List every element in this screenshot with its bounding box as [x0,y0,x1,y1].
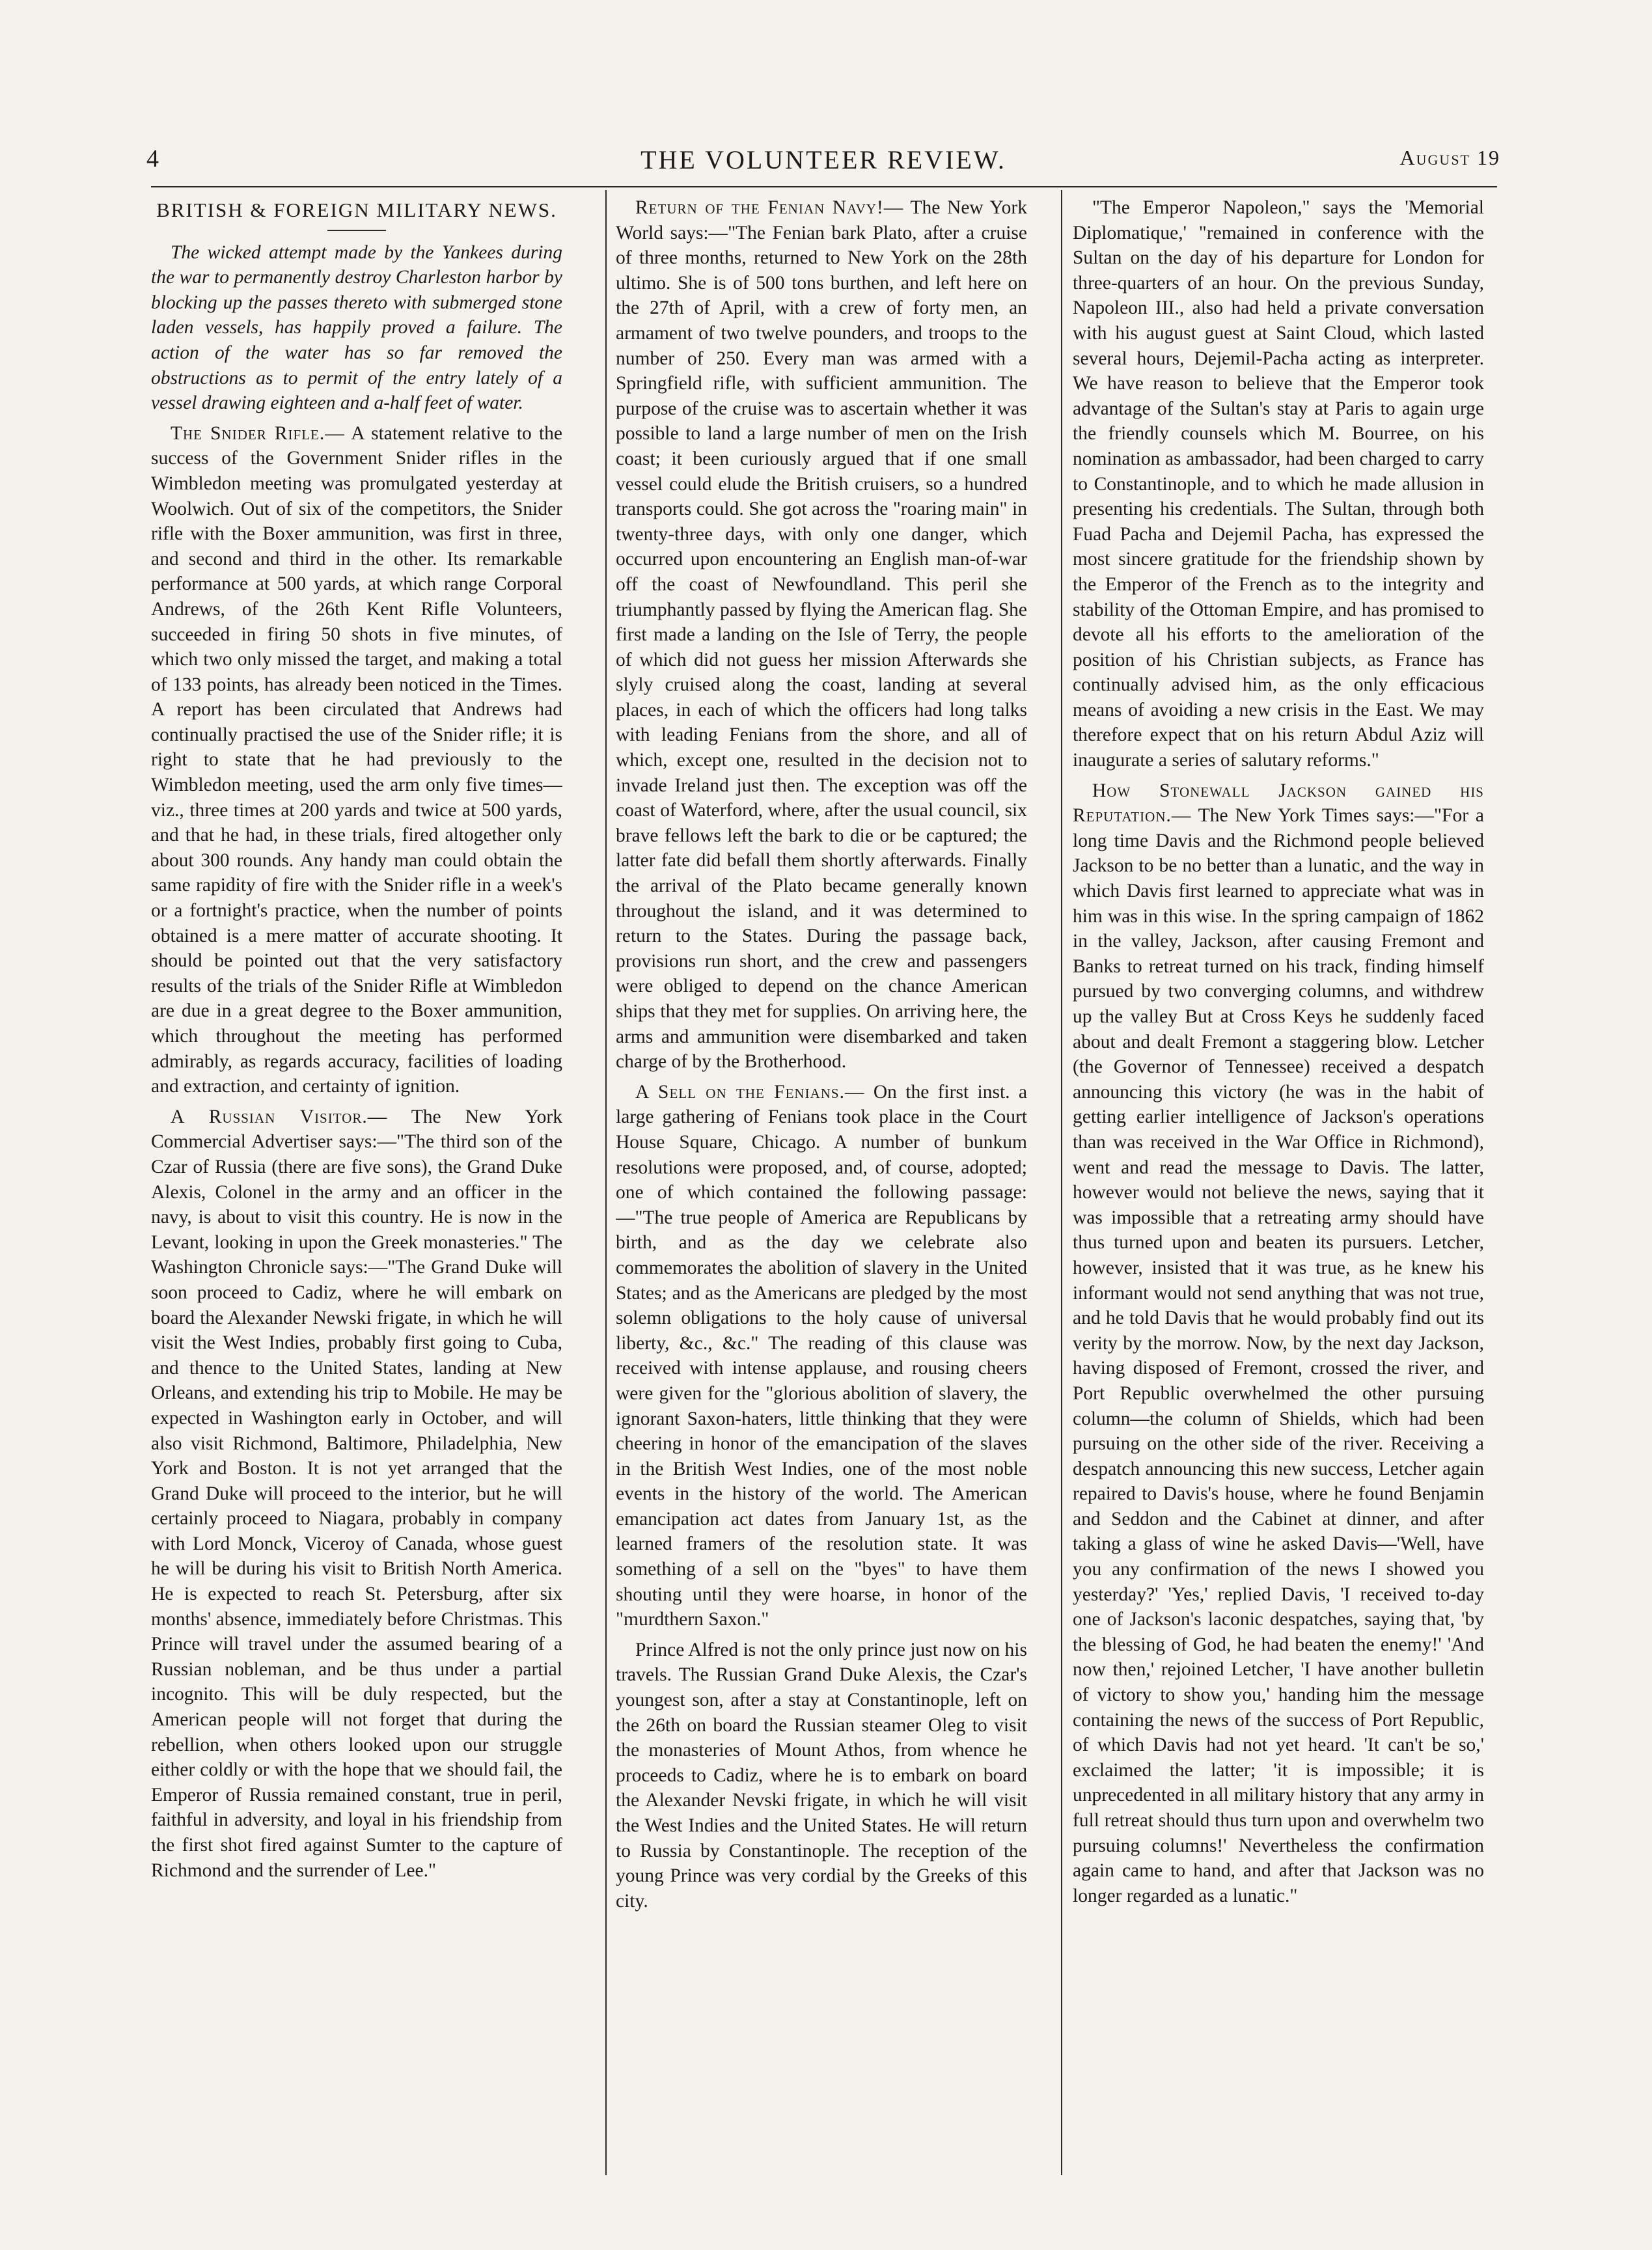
header-rule [151,186,1497,187]
column-divider [1061,190,1062,2175]
article-russian-visitor [151,1104,562,1883]
article-snider-rifle [151,421,562,1099]
article-body: The New York World says:—"The Fenian bark Plato, after a cruise of three months, returned to New York on the 28th ultimo. She is of 500 tons burthen, and left here on the 27th of April, with a crew of forty men, an armament of two twelve pounders, and troops to the number of 250. Every man was armed with a Springfield rifle, with sufficient ammunition. The purpose of the cruise was to ascertain whether it was possible to land a large number of men on the Irish coast; it been curiously argued that if one small vessel could elude the British cruisers, so a hundred transports could. She got across the "roaring main" in twenty-three days, with only one danger, which occurred upon encountering an English man-of-war off the coast of Newfoundland. This peril she triumphantly passed by flying the American flag. She first made a landing on the Isle of Terry, the people of which did not guess her mission Afterwards she slyly cruised along the coast, landing at several places, in each of which the officers had long talks with leading Fenians from the shore, and all of which, except one, resulted in the decision not to invade Ireland just then. The exception was off the coast of Waterford, where, after the usual council, six brave fellows left the bark to die or be captured; the latter fate did befall them shortly afterwards. Finally the arrival of the Plato became generally known throughout the island, and it was determined to return to the States. During the passage back, provisions run short, and the crew and passengers were obliged to depend on the chance American ships that they met for supplies. On arriving here, the arms and ammunition were disembarked and taken charge of by the Brotherhood. [616,197,1027,1073]
article-charleston-harbor: The wicked attempt made by the Yankees during the war to permanently destroy Charleston harbor by blocking up the passes thereto with submerged stone laden vessels, has happily proved a failure. The action of the water has so far removed the obstructions as to permit of the entry lately of a vessel drawing eighteen and a-half feet of water. [151,241,562,414]
article-lead: A Russian Visitor.— [171,1106,388,1127]
article-body: The New York Commercial Advertiser says:—"The third son of the Czar of Russia (there are five sons), the Grand Duke Alexis, Colonel in the army and an officer in the navy, is about to visit this country. He is now in the Levant, looking in upon the Greek monasteries." The Washington Chronicle says:—"The Grand Duke will soon proceed to Cadiz, where he will embark on board the Alexander Newski frigate, in which he will visit the West Indies, probably first going to Cuba, and thence to the United States, landing at New Orleans, and extending his trip to Mobile. He may be expected in Washington early in October, and will also visit Richmond, Baltimore, Philadelphia, New York and Boston. It is not yet arranged that the Grand Duke will proceed to the interior, but he will certainly proceed to Niagara, probably in company with Lord Monck, Viceroy of Canada, whose guest he will be during his visit to British North America. He is expected to reach St. Petersburg, after six months' absence, immediately before Christmas. This Prince will travel under the assumed bearing of a Russian nobleman, and be thus under a partial incognito. This will be duly respected, but the American people will not forget that during the rebellion, when others looked upon our struggle either coldly or with the hope that we should fail, the Emperor of Russia remained constant, true in peril, faithful in adversity, and loyal in his friendship from the first shot fired against Sumter to the capture of Richmond and the surrender of Lee." [151,1106,562,1881]
article-sell-on-fenians [616,1080,1027,1632]
article-fenian-navy [616,195,1027,1075]
article-body: The New York Times says:—"For a long time Davis and the Richmond people believed Jackson to be no better than a lunatic, and the way in which Davis first learned to appreciate what was in him was in this wise. In the spring campaign of 1862 in the valley, Jackson, after causing Fremont and Banks to retreat turned on his track, finding himself pursued by two converging columns, and withdrew up the valley But at Cross Keys he suddenly faced about and dealt Fremont a staggering blow. Letcher (the Governor of Tennessee) received a despatch announcing this victory (he was in the habit of getting earlier intelligence of Jackson's operations than was received in the War Office in Richmond), went and read the message to Davis. The latter, however would not believe the news, saying that it was impossible that a retreating army should have thus turned upon and beaten its pursuers. Letcher, however, insisted that it was true, as he knew his informant would not send anything that was not true, and he told Davis that he would probably find out its verity by the morrow. Now, by the next day Jackson, having disposed of Fremont, crossed the river, and Port Republic overwhelmed the other pursuing column—the column of Shields, which had been pursuing on the other side of the river. Receiving a despatch announcing this new success, Letcher again repaired to Davis's house, where he found Benjamin and Seddon and the Cabinet at dinner, and after taking a glass of wine he asked Davis—'Well, have you any confirmation of the news I showed you yesterday?' 'Yes,' replied Davis, 'I received to-day one of Jackson's laconic despatches, saying that, 'by the blessing of God, he had beaten the enemy!' 'And now then,' rejoined Letcher, 'I have another bulletin of victory to show you,' handing him the message containing the news of the success of Port Republic, of which Davis had not yet heard. 'It can't be so,' exclaimed the latter; 'it is impossible; it is unprecedented in all military history that any army in full retreat should thus turn upon and overwhelm two pursuing columns!' Nevertheless the confirmation again came to hand, and after that Jackson was no longer regarded as a lunatic." [1073,805,1484,1906]
column-1 [151,195,562,2213]
article-lead: A Sell on the Fenians.— [635,1081,865,1103]
masthead [146,144,1500,184]
column-divider [605,190,607,2175]
column-3 [1073,195,1484,2213]
article-body: On the first inst. a large gathering of Fenians took place in the Court House Square, Chicago. A number of bunkum resolutions were proposed, and, of course, adopted; one of which contained the following passage:—"The true people of America are Republicans by birth, and as the day we celebrate also commemorates the abolition of slavery in the United States; and as the Americans are pledged by the most solemn obligations to the holy cause of universal liberty, &c., &c." The reading of this clause was received with intense applause, and rousing cheers were given for the "glorious abolition of slavery, the ignorant Saxon-haters, little thinking that they were cheering in honor of the emancipation of the slaves in the British West Indies, one of the most noble events in the history of the world. The American emancipation act dates from January 1st, as the learned framers of the resolution state. It was something of a sell on the "byes" to have them shouting until they were hoarse, in honor of the "murdthern Saxon." [616,1081,1027,1630]
article-emperor-napoleon: "The Emperor Napoleon," says the 'Memorial Diplomatique,' "remained in conference with the Sultan on the day of his departure for London for three-quarters of an hour. On the previous Sunday, Napoleon III., also had held a private conversation with his august guest at Saint Cloud, which lasted several hours, Dejemil-Pacha acting as interpreter. We have reason to believe that the Emperor took advantage of the Sultan's stay at Paris to again urge the friendly counsels which M. Bourree, on his nomination as ambassador, had been charged to carry to Constantinople, and to which he made allusion in presenting his credentials. The Sultan, through both Fuad Pacha and Dejemil Pacha, has expressed the most sincere gratitude for the friendship shown by the Emperor of the French as to the integrity and stability of the Ottoman Empire, and has promised to devote all his efforts to the amelioration of the position of his Christian subjects, as France has continually advised him, as the only efficacious means of avoiding a new crisis in the East. We may therefore expect that on his return Abdul Aziz will inaugurate a series of salutary reforms." [1073,197,1484,771]
section-heading: BRITISH & FOREIGN MILITARY NEWS. [156,199,557,221]
issue-date: August 19 [1399,146,1500,169]
column-2 [616,195,1027,2213]
publication-title: THE VOLUNTEER REVIEW. [640,145,1006,174]
article-lead: Return of the Fenian Navy!— [635,197,904,218]
page-number: 4 [146,145,159,172]
article-prince-alfred: Prince Alfred is not the only prince just now on his travels. The Russian Grand Duke Alexis, the Czar's youngest son, after a stay at Constantinople, left on the 26th on board the Russian steamer Oleg to visit the monasteries of Mount Athos, from whence he proceeds to Cadiz, where he is to embark on board the Alexander Nevski frigate, in which he will visit the West Indies and the United States. He will return to Russia by Constantinople. The reception of the young Prince was very cordial by the Greeks of this city. [616,1639,1027,1912]
article-stonewall-jackson [1073,778,1484,1909]
heading-rule [327,230,386,231]
article-lead: The Snider Rifle.— [171,422,345,444]
article-body: A statement relative to the success of the Government Snider rifles in the Wimbledon meeting was promulgated yesterday at Woolwich. Out of six of the competitors, the Snider rifle with the Boxer ammunition, was first in three, and second and third in the other. Its remarkable performance at 500 yards, at which range Corporal Andrews, of the 26th Kent Rifle Volunteers, succeeded in firing 50 shots in five minutes, of which two only missed the target, and making a total of 133 points, has already been noticed in the Times. A report has been circulated that Andrews had continually practised the use of the Snider rifle; it is right to state that he had previously to the Wimbledon meeting, used the arm only five times—viz., three times at 200 yards and twice at 500 yards, and that he had, in these trials, fired altogether only about 300 rounds. Any handy man could obtain the same rapidity of fire with the Snider rifle in a week's or a fortnight's practice, when the number of points obtained is a mere matter of accurate shooting. It should be pointed out that the very satisfactory results of the trials of the Snider Rifle at Wimbledon are due in a great degree to the Boxer ammunition, which throughout the meeting has performed admirably, as regards accuracy, facilities of loading and extraction, and certainty of ignition. [151,422,562,1097]
article-lead: How Stonewall Jackson gained his Reputation.— [1073,780,1484,827]
